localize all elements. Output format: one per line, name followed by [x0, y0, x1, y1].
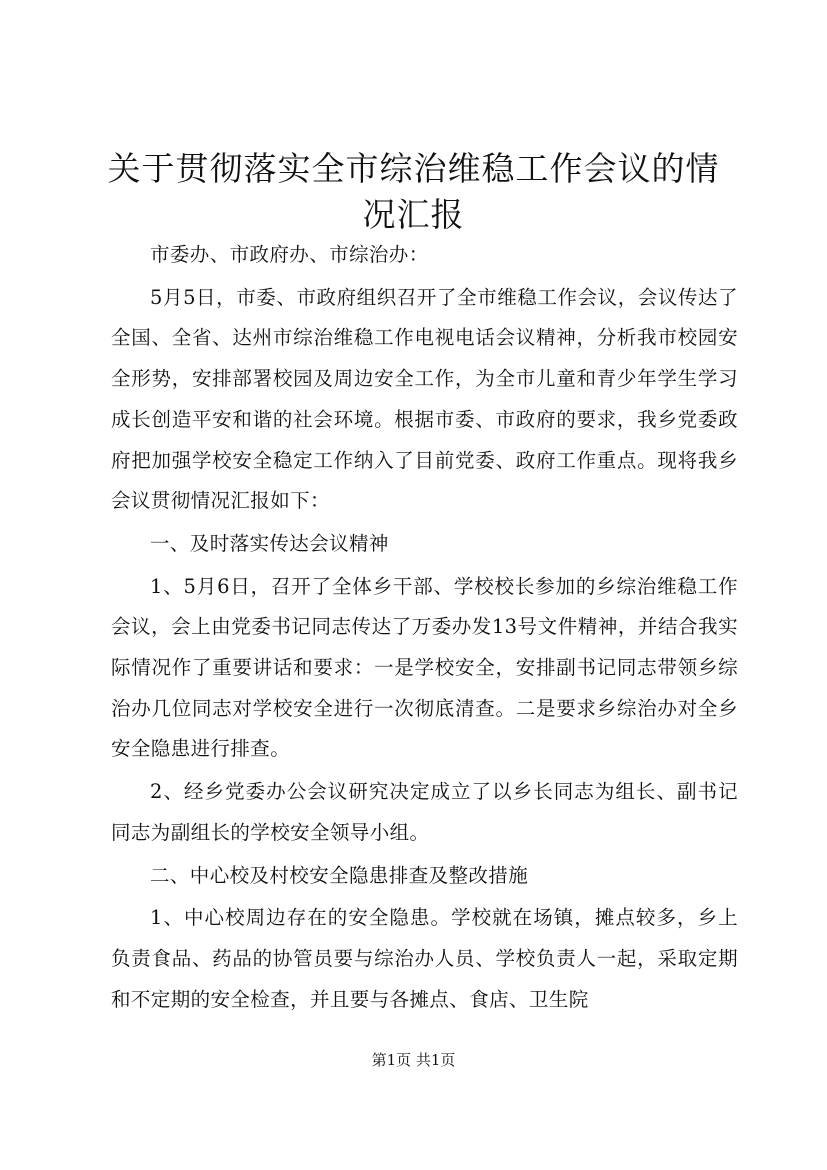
- paragraph-salutation: 市委办、市政府办、市综治办：: [150, 243, 429, 266]
- paragraph-item-1-1: 1、5月6日，召开了全体乡干部、学校校长参加的乡综治维稳工作会议，会上由党委书记同志传达了万委办发13号文件精神，并结合我实际情况作了重要讲话和要求：一是学校安全，安排副书记同志带领乡综治办几位同志对学校安全进行一次彻底清查。二是要求乡综治办对全乡安全隐患进行排查。: [111, 574, 738, 761]
- heading-section-2: 二、中心校及村校安全隐患排查及整改措施: [150, 863, 529, 887]
- paragraph-intro: 5月5日，市委、市政府组织召开了全市维稳工作会议，会议传达了全国、全省、达州市综治维稳工作电视电话会议精神，分析我市校园安全形势，安排部署校园及周边安全工作，为全市儿童和青少年学生学习成长创造平安和谐的社会环境。根据市委、市政府的要求，我乡党委政府把加强学校安全稳定工作纳入了目前党委、政府工作重点。现将我乡会议贯彻情况汇报如下：: [111, 285, 738, 513]
- page-footer: 第1页 共1页: [371, 1051, 456, 1069]
- paragraph-item-1-2: 2、经乡党委办公会议研究决定成立了以乡长同志为组长、副书记同志为副组长的学校安全领导小组。: [111, 780, 738, 844]
- heading-section-1: 一、及时落实传达会议精神: [150, 531, 389, 555]
- document-body: [111, 235, 738, 1020]
- paragraph-item-2-1: 1、中心校周边存在的安全隐患。学校就在场镇，摊点较多，乡上负责食品、药品的协管员要与综治办人员、学校负责人一起，采取定期和不定期的安全检查，并且要与各摊点、食店、卫生院: [111, 906, 738, 1011]
- document-title: 关于贯彻落实全市综治维稳工作会议的情况汇报: [107, 149, 720, 234]
